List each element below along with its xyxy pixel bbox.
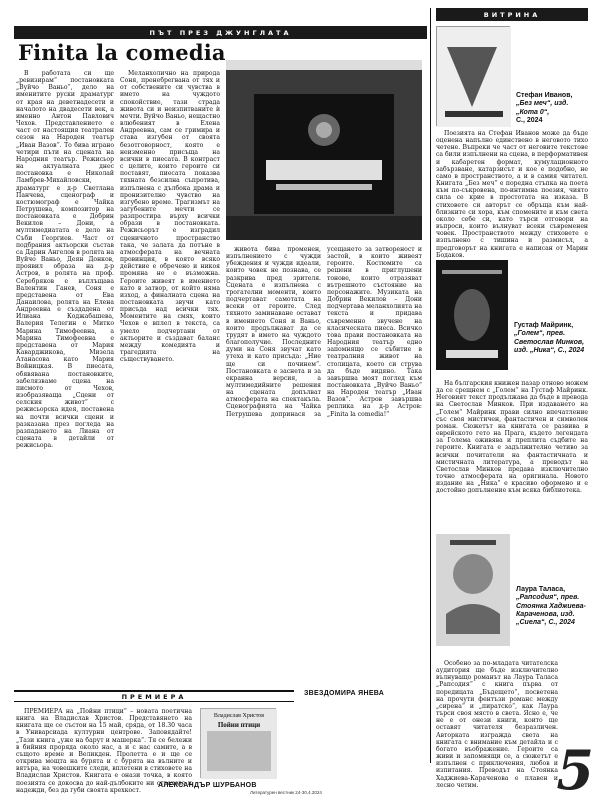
section-label: ВИТРИНА (483, 10, 541, 19)
section-bar-premiere (14, 690, 294, 702)
vuycho-vanyo-cover-image (226, 60, 422, 240)
book1-title: „Без меч“, изд. „Кота 0“, (516, 100, 569, 116)
review-paragraph: Поезията на Стефан Иванов може да бъде оценена напълно единствено в неговото тихо четене. Въпреки че част от неговите текстове са били изпълнени на сцена, в перформативен и кабаретен формат, кумулационното забързване, катарзисът и кое е подобно, не само в пространството, а и в самия читател. Книгата „Без меч“ е поредна стъпка на поета към по-съкровена, по-интимна поезия, чиято сила се крие в простотата на изказа. В стиховете си авторът се обръща към най-близките си хора, към спомените и към света около себе си, като търси отговори на въпроси, които вълнуват всеки съвременен човек. Пространството между стиховете е изпълнено с тишина и размисъл, а предговорът на книгата е написан от Марин Бодаков. (436, 130, 588, 259)
section-label: ПЪТ ПРЕЗ ДЖУНГЛАТА (149, 28, 292, 37)
book2-title: „Голем“, прев. Светослав Минков, изд. „Ника“, С., 2024 (514, 330, 585, 354)
section-label: ПРЕМИЕРА (121, 692, 187, 701)
section-bar-showcase (436, 8, 588, 21)
book2-author: Густаф Майринк, (514, 322, 574, 329)
column-divider (430, 8, 431, 763)
premiere-author: АЛЕКСАНДЪР ШУРБАНОВ (158, 782, 257, 789)
rapsodiya-cover-image (436, 534, 510, 646)
bez-mech-cover-image (436, 26, 510, 126)
article-column-1 (16, 70, 114, 672)
page-number: 5 (556, 738, 594, 802)
article-title: Finita la comedia (18, 40, 226, 65)
book2-caption (514, 322, 590, 355)
book2-review (436, 380, 588, 530)
article-column-2 (120, 70, 220, 672)
book3-caption (516, 586, 590, 627)
section-bar-jungle (14, 26, 427, 39)
review-paragraph: На българския книжен пазар отново можем да се срещнем с „Голем“ на Густаф Майринк. Неговият текст продължава да бъде в превода на Светослав Минков. При издаването на „Голем“ Майринк прави силно впечатление със своя мистичен, фантастичен и символен роман. Сюжетът на книгата се развива в еврейското гето на Прага, където легендата за Голема оживява и преплита съдбите на героите. Книгата е задължително четиво за всички почитатели на фантастичната и мистичната литература, а преводът на Светослав Минков предава изключително точно атмосферата на оригинала. Новото издание на „Ника“ е красиво оформено и е достойно допълнение към всяка библиотека. (436, 380, 588, 495)
book1-caption (516, 92, 590, 125)
article-author: ЗВЕЗДОМИРА ЯНЕВА (304, 690, 385, 697)
book3-review (436, 660, 558, 789)
article-paragraph: В работата си ще „ревизирам“ постановката „Вуйчо Ваньо“, дело на именитите руски драматург от края на деветнадесети и началото на двадесети век, а именно Антон Павлович Чехов. Представлението е част от настоящия театрален сезон на Народен театър „Иван Вазов“. То бива играно четири пъти на сцената на Народния театър. Режисьор на актуалната днес постановка е Николай Ламбрев-Михайловски, драматург е д-р Светлана Панчева, сценограф и костюмограф е Чайка Петрушева, композитор на постановката е Добрин Векилов – Дони, а мултимедиатата е дело на Съби Георгиев. Част от подбрания актьорски състав са Дарин Ангелов в ролята на Вуйчо Ваньо, Деян Донков, проявил образа на д-р Астров, в ролята на проф. Серебряков е въплъщава Валентин Ганев, Соня е представена от Ева Данаилова, ролята на Елена Андреевна е създадена от Илиана Коджабашева, Валерия Телегин е Митко Марина Тимофеевна, а Марина Тимофеевна е представена от Мария Каварджикова, Мизела Атанасова като Мария Войницкая. В пиесата, обявявана постановките, забелязваме сцена на писмото от Чехов, изобразяваща „Сцени от селския живот“ с режисьорска идея, поставена на почти всички сцени и разказана през погледа на разпадането на Лиана от сцената в детайли от режисьора. (16, 70, 114, 450)
book3-author: Лаура Таласа, (516, 586, 566, 593)
article-column-3 (226, 246, 422, 686)
book1-review (436, 130, 588, 258)
golem-cover-image (436, 260, 508, 370)
review-paragraph: Особено за по-младата читателска аудитория ще бъде изключително вълнуващо романът на Лаура Таласа „Рапсодия“ с книга първа от поредицата „Бъдещето“, посветена на прочути фентъзи романс между „сирена“ и „пиратско“, как Лаура търси своя място в света. Ясно е, че не е от онези книги, които ще оставят читателя безразличен. Авторката изгражда света на книгата с внимание към детайла и с богато въображение. Героите са живи и запомнящи се, а сюжетът е изпълнен с приключения, любов и изпитания. Преводът на Стоянка Хаджиева-Караченова е плавен и лесно четим. (436, 660, 558, 789)
book1-author: Стефан Иванов, (516, 92, 573, 99)
book1-year: С., 2024 (516, 116, 543, 124)
premiere-text (16, 708, 192, 794)
book3-title: „Рапсодия“, прев. Стоянка Хаджиева-Караченова, изд. „Сиела“, С., 2024 (516, 594, 586, 627)
premiere-paragraph: ПРЕМИЕРА на „Пойни птици“ – новата поетична книга на Владислав Христов. Представянето на книгата ще се състои на 15 май, сряда, от 18.30 часа в Униварсиада културни центрове. Заповядайте! „Тази книга „уже на барут и машерка“. Тя се бележи в бийния проряда около нас, а и с нас самите, а в същото време и Великден. Пролетта е и ще се открива мощта на бурята и с бурята на вълните и вятъра, на човешките следи, вплетени в стиховете на Владислав Христов. Книгата е онази точка, в която поезията се докосва до най-дълбоките ни страхове и надежди, без да губи своята крехкост. (16, 708, 192, 794)
cover-author: Владислав Христов (213, 713, 265, 719)
page-footer: Литературен вестник 24-30.4.2024 (250, 790, 322, 795)
article-paragraph: живота бива променен, изпълнението с чужди убеждения и чужди идеали, които човек не познава, се разкрива пред зрителя. Сцената е изпълнена с трогателни моменти, които подчертават самотата на всеки от героите. След тяхното заминаване остават в имението Соня и Ваньо, които продължават да се трудят в името на чуждото благополучие. Последните думи на Соня звучат като утеха и като присъда: „Ние ще си починем“. Постановката е заснета и за екранна версия, а мултимедийните решения на сцената допълват атмосферата на спектакъла. Сценографията на Чайка Петрушева допринася за усещането за затвореност и застой, в които живеят героите. Костюмите са решени в приглушени тонове, които отразяват вътрешното състояние на персонажите. Музиката на Добрин Векилов – Дони подчертава меланхолията на текста и придава съвременно звучене на класическата пиеса. Всичко това прави постановката на Народния театър едно запомнящо се събитие в театралния живот на столицата, което си струва да бъде видяно. Така завършва моят поглед към постановката „Вуйчо Ваньо“ на Народен театър „Иван Вазов“. Астров завършва реплика на д-р Астров: „Finita la comedia!“ (226, 246, 422, 418)
poyni-ptitsi-cover-image (200, 708, 276, 778)
cover-title: Пойни птици (217, 721, 261, 729)
article-paragraph: Меланхолично на природа Соня, пренебрегвана от тях и от собствените си чувства в името на чуждото спокойствие, тази страда живота си и неизпитваните ѝ мечти. Вуйчо Ваньо, нещастно влюбеният в Елена Андреевна, сам се гримира и става изгубен от своята безотговорност, която е неизменно присъща на всички в пиесата. В контраст с целите, които героите си поставят, пиесата показва тяхната безсилна съпротива, изпълнена с дълбока драма и пронизително чувство на изгубено време. Трагизмът на загубените мечти се разпростира върху всички образи в постановката. Режисьорът е изградил сценичното пространство така, че залата да потъне в атмосферата на вечната провинция, в която всяко действие е обречено и никоя промяна не е възможна. Героите живеят в имението като в затвор, от който няма изход, а финалната сцена на постановката звучи като присъда над всички тях. Моментите на смях, които Чехов е вплел в текста, са умело подчертани от актьорите и създават баланс между комедията и трагедията на съществуването. (120, 70, 220, 364)
